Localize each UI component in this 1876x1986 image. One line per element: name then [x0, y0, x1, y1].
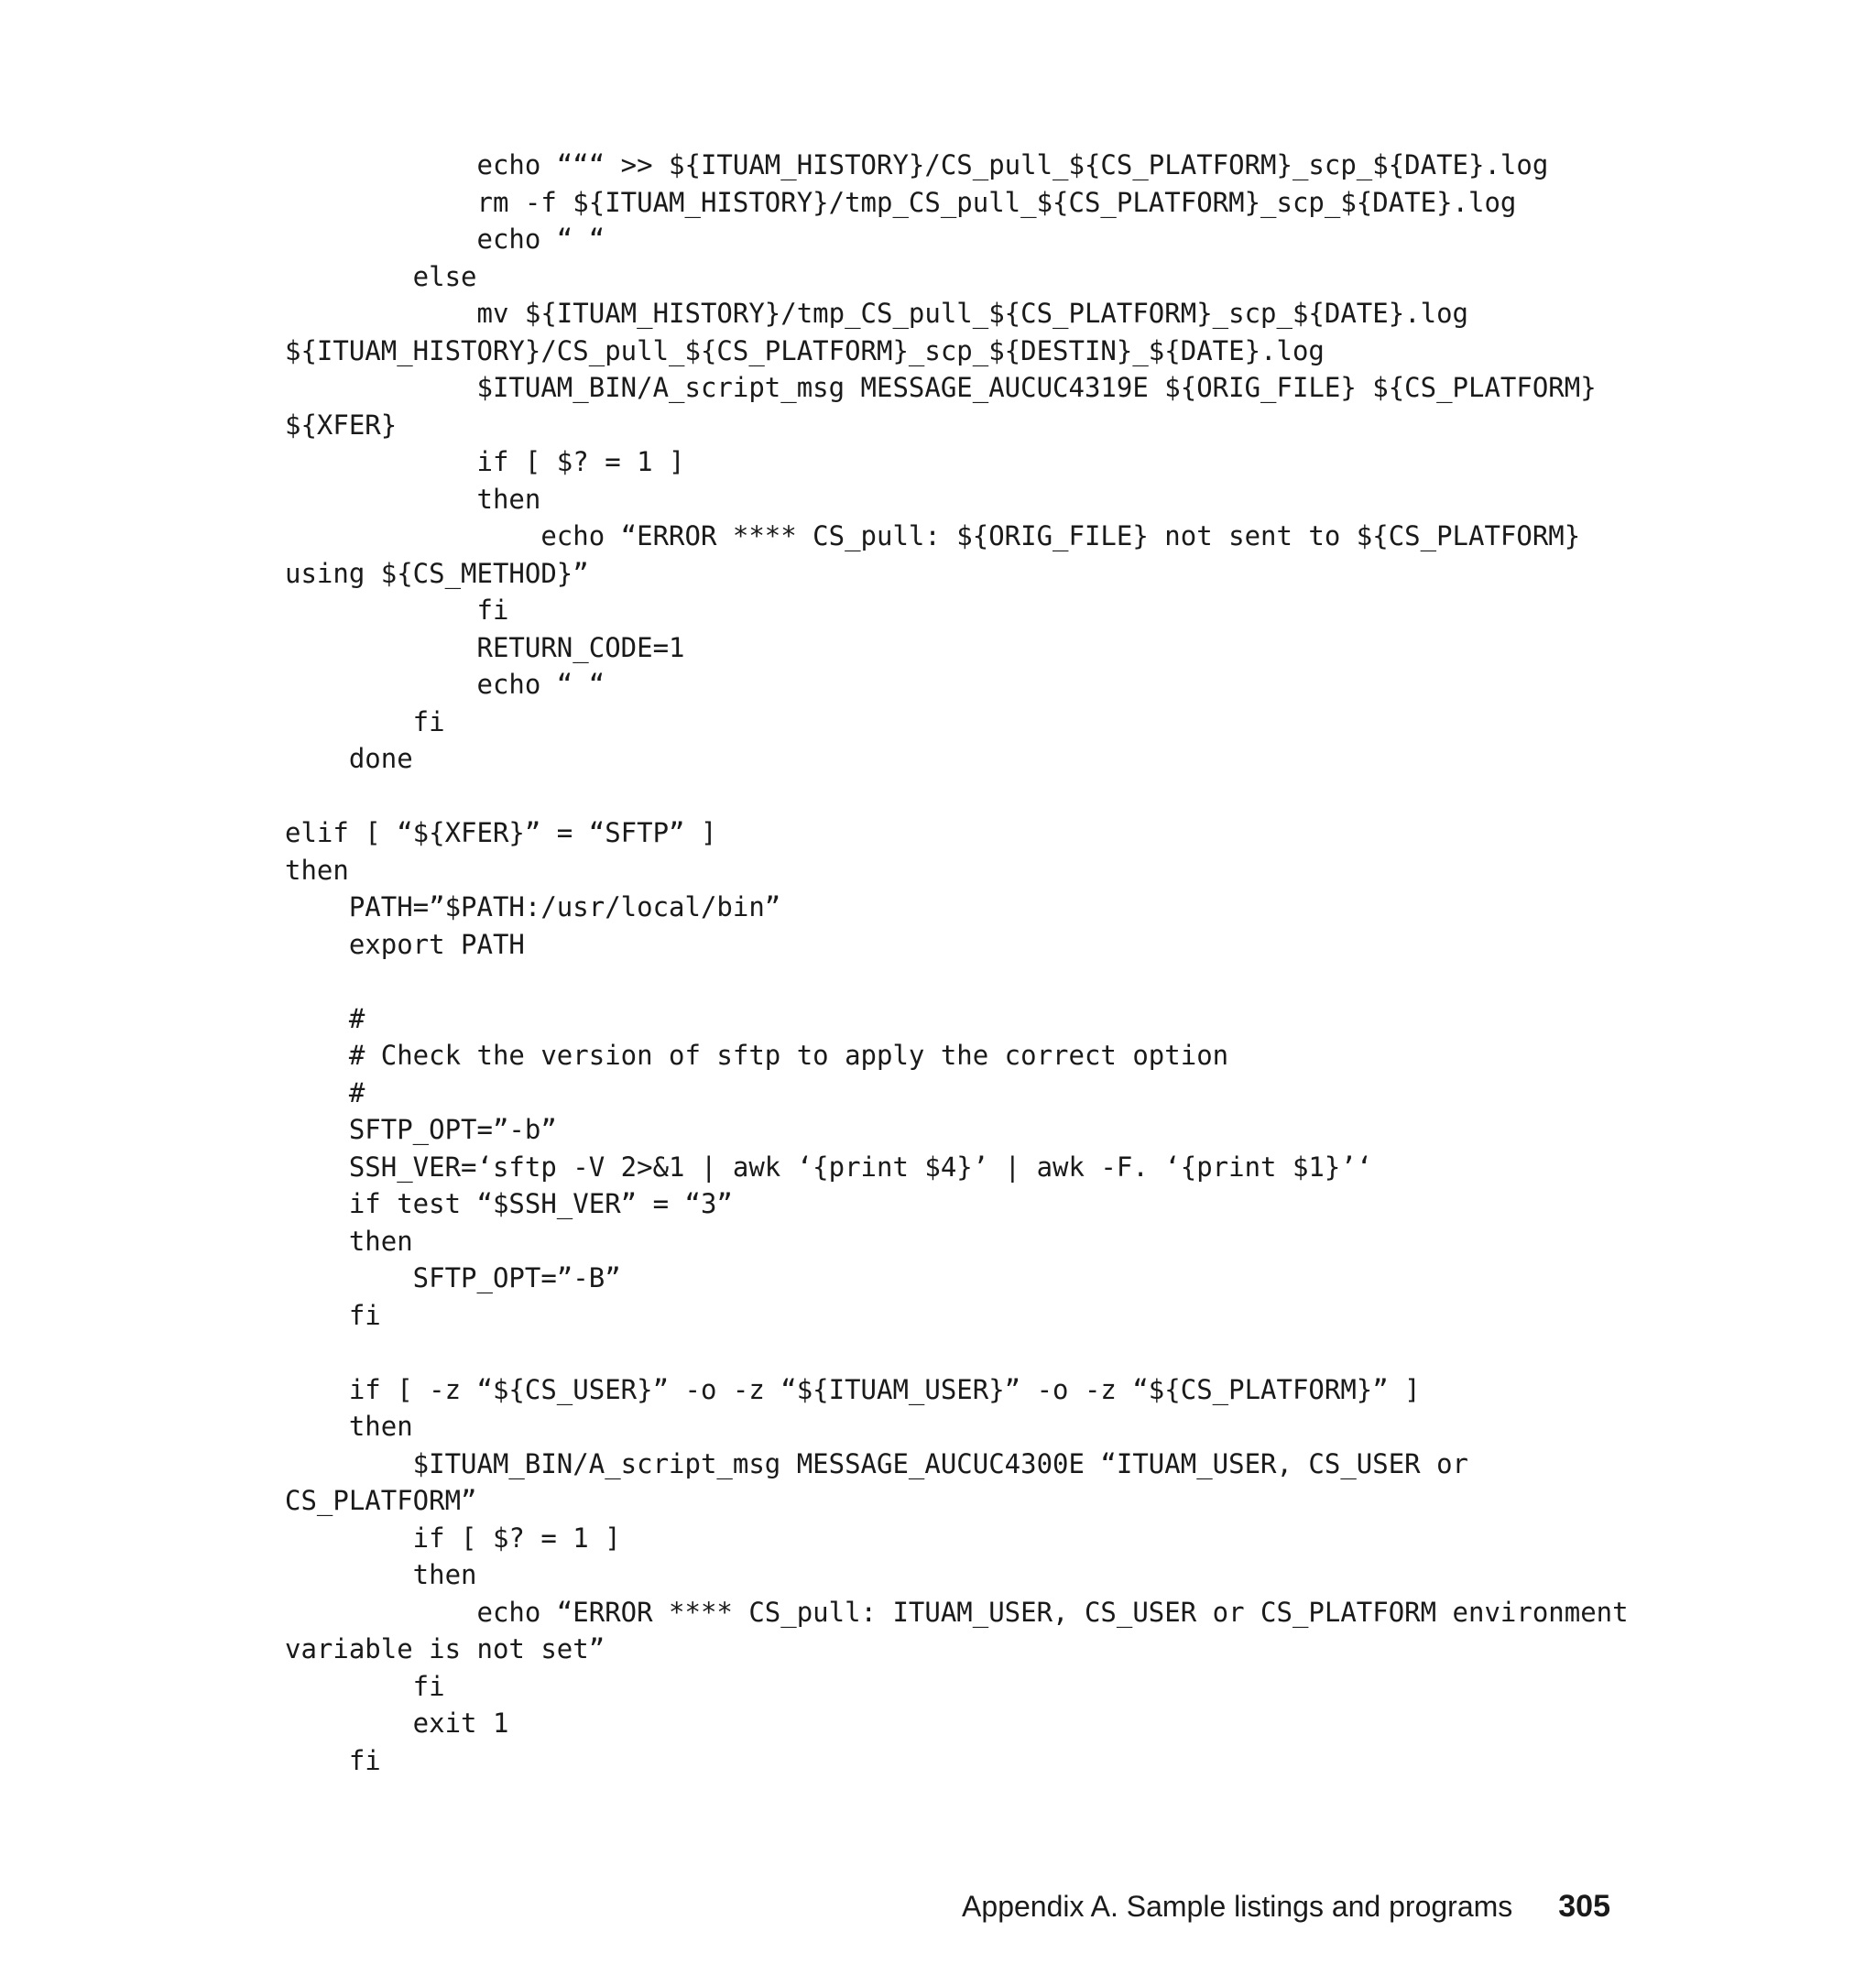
code-line: then [285, 483, 541, 515]
code-line: echo “““ >> ${ITUAM_HISTORY}/CS_pull_${CS_PLATFORM}_scp_${DATE}.log [285, 149, 1549, 180]
code-line: then [285, 1559, 477, 1590]
code-line: if [ $? = 1 ] [285, 1522, 621, 1554]
code-line: echo “ERROR **** CS_pull: ITUAM_USER, CS_USER or CS_PLATFORM environment [285, 1596, 1629, 1628]
code-line: SSH_VER=‘sftp -V 2>&1 | awk ‘{print $4}’ | awk -F. ‘{print $1}’‘ [285, 1151, 1373, 1183]
code-line: done [285, 743, 413, 774]
code-line [285, 963, 1631, 1000]
code-line: then [285, 1225, 413, 1257]
code-line [285, 1334, 1631, 1371]
code-line: elif [ “${XFER}” = “SFTP” ] [285, 817, 717, 848]
code-line: else [285, 260, 477, 292]
code-line: if test “$SSH_VER” = “3” [285, 1188, 733, 1219]
code-line: rm -f ${ITUAM_HISTORY}/tmp_CS_pull_${CS_PLATFORM}_scp_${DATE}.log [285, 186, 1517, 218]
code-listing [285, 147, 1631, 1779]
code-line: echo “ “ [285, 669, 605, 700]
footer-section-title: Appendix A. Sample listings and programs [962, 1890, 1513, 1923]
code-line: CS_PLATFORM” [285, 1485, 477, 1516]
code-line: SFTP_OPT=”-b” [285, 1114, 557, 1145]
code-line: # Check the version of sftp to apply the correct option [285, 1040, 1229, 1071]
code-line: echo “ERROR **** CS_pull: ${ORIG_FILE} not sent to ${CS_PLATFORM} [285, 520, 1581, 551]
code-line: ${XFER} [285, 409, 398, 441]
code-line: then [285, 854, 349, 886]
code-line: $ITUAM_BIN/A_script_msg MESSAGE_AUCUC4319E ${ORIG_FILE} ${CS_PLATFORM} [285, 372, 1597, 403]
code-line: fi [285, 595, 509, 626]
page-footer [962, 1889, 1610, 1925]
page-number: 305 [1558, 1889, 1610, 1924]
code-line: fi [285, 1670, 445, 1702]
code-line: if [ -z “${CS_USER}” -o -z “${ITUAM_USER}” -o -z “${CS_PLATFORM}” ] [285, 1373, 1421, 1405]
code-line: fi [285, 1744, 381, 1776]
code-line: SFTP_OPT=”-B” [285, 1262, 621, 1293]
code-line: # [285, 1076, 365, 1108]
code-line: fi [285, 705, 445, 737]
code-line: PATH=”$PATH:/usr/local/bin” [285, 891, 781, 922]
code-line: exit 1 [285, 1708, 509, 1739]
code-line: # [285, 1002, 365, 1034]
code-line: variable is not set” [285, 1633, 605, 1664]
code-line: fi [285, 1299, 381, 1331]
code-line: echo “ “ [285, 224, 605, 255]
code-line: using ${CS_METHOD}” [285, 557, 589, 589]
code-line: ${ITUAM_HISTORY}/CS_pull_${CS_PLATFORM}_scp_${DESTIN}_${DATE}.log [285, 334, 1325, 366]
code-line: then [285, 1411, 413, 1442]
code-line: RETURN_CODE=1 [285, 631, 685, 663]
code-line: $ITUAM_BIN/A_script_msg MESSAGE_AUCUC4300E “ITUAM_USER, CS_USER or [285, 1447, 1469, 1479]
code-line: export PATH [285, 928, 525, 960]
code-line: mv ${ITUAM_HISTORY}/tmp_CS_pull_${CS_PLATFORM}_scp_${DATE}.log [285, 298, 1469, 329]
code-line: if [ $? = 1 ] [285, 446, 685, 477]
code-line [285, 778, 1631, 815]
